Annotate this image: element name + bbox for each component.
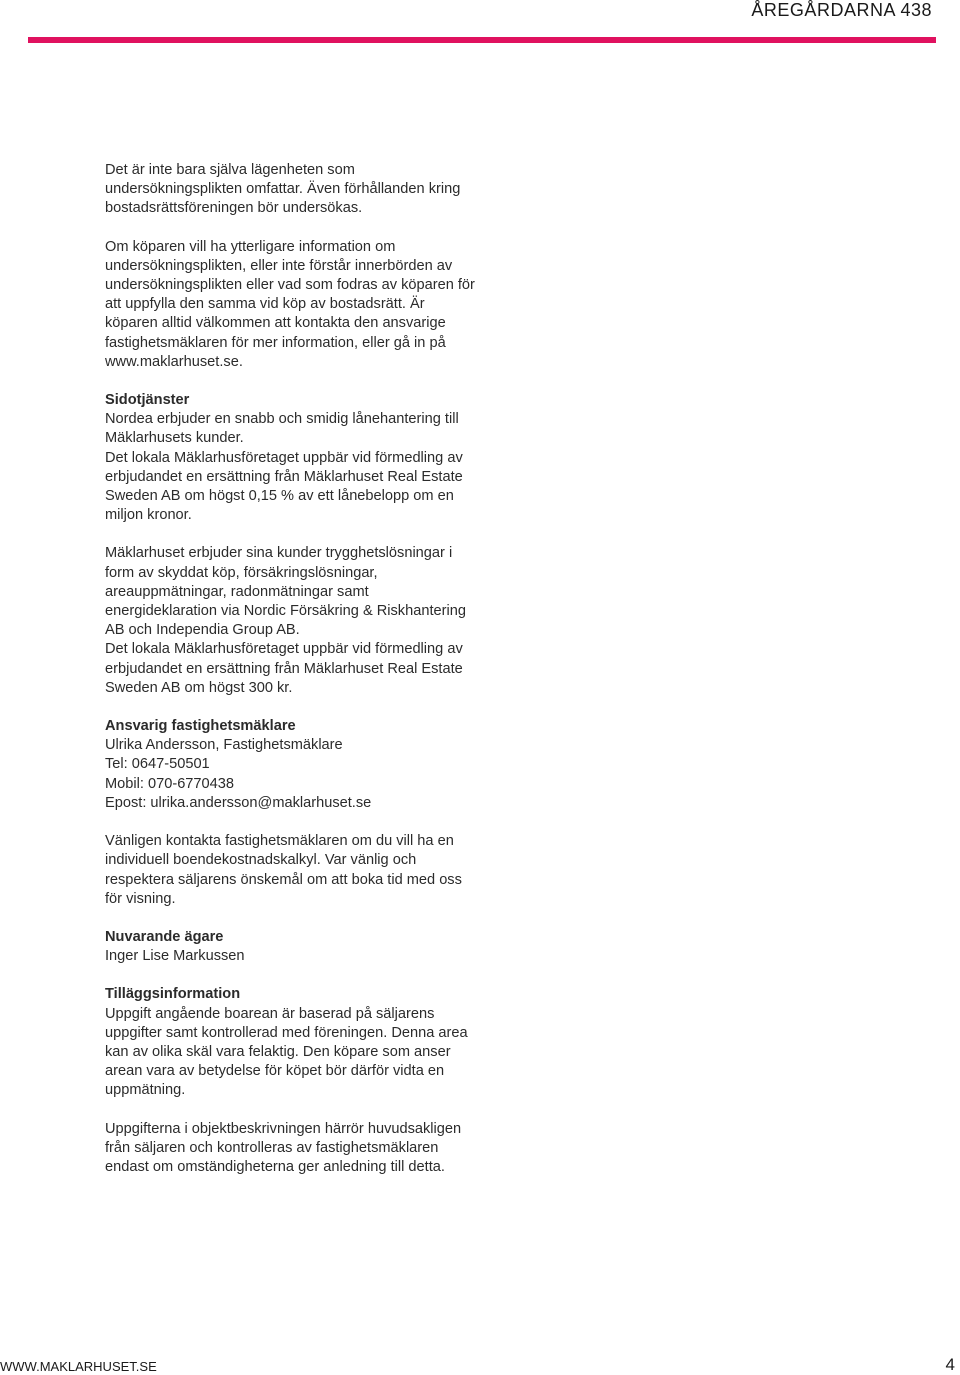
- intro-paragraph: Det är inte bara själva lägenheten som undersökningsplikten omfattar. Även förhållanden kring bostadsrättsföreningen bör undersökas.: [105, 162, 461, 217]
- sidotjanster-nordea: Nordea erbjuder en snabb och smidig lånehantering till Mäklarhusets kunder.: [105, 411, 459, 447]
- header-accent-rule: [28, 37, 936, 43]
- footer-website: WWW.MAKLARHUSET.SE: [0, 1359, 157, 1374]
- section-sidotjanster: [105, 391, 475, 449]
- header-title: ÅREGÅRDARNA 438: [751, 0, 932, 20]
- information-paragraph: Om köparen vill ha ytterligare information om undersökningsplikten, eller inte förstår innerbörden av undersökningsplikten eller vad som fodras av köparen för att uppfylla den samma vid köp av bostadsrätt. Är köparen alltid välkommen att kontakta den ansvarige fastighetsmäklaren för mer information, eller gå in på www.maklarhuset.se.: [105, 238, 475, 370]
- agent-heading: Ansvarig fastighetsmäklare: [105, 718, 296, 735]
- agent-name: Ulrika Andersson, Fastighetsmäklare: [105, 737, 343, 754]
- section-extra: [105, 985, 475, 1100]
- extra-source-note: Uppgifterna i objektbeskrivningen härrör huvudsakligen från säljaren och kontrolleras av fastighetsmäklaren endast om omständigheterna ger anledning till detta.: [105, 1120, 462, 1175]
- sidotjanster-security: Mäklarhuset erbjuder sina kunder trygghetslösningar i form av skyddat köp, försäkringslösningar, areauppmätningar, radonmätningar samt energideklaration via Nordic Försäkring & Riskhantering AB och Independia Group AB.: [105, 545, 466, 639]
- agent-mobile: Mobil: 070-6770438: [105, 775, 235, 792]
- extra-heading: Tilläggsinformation: [105, 986, 241, 1003]
- page-number: 4: [945, 1355, 955, 1374]
- sidotjanster-fee-1: Det lokala Mäklarhusföretaget uppbär vid förmedling av erbjudandet en ersättning från Mäklarhuset Real Estate Sweden AB om högst 0,15 % av ett lånebelopp om en miljon kronor.: [105, 449, 463, 524]
- contact-note: Vänligen kontakta fastighetsmäklaren om du vill ha en individuell boendekostnadskalkyl. Var vänlig och respektera säljarens önskemål om att boka tid med oss för visning.: [105, 833, 462, 907]
- agent-phone: Tel: 0647-50501: [105, 756, 210, 773]
- agent-email: Epost: ulrika.andersson@maklarhuset.se: [105, 794, 372, 811]
- owner-name: Inger Lise Markussen: [105, 948, 245, 965]
- sidotjanster-heading: Sidotjänster: [105, 392, 190, 409]
- main-content: [105, 161, 475, 1196]
- sidotjanster-fee-2: Det lokala Mäklarhusföretaget uppbär vid förmedling av erbjudandet en ersättning från Mäklarhuset Real Estate Sweden AB om högst 300 kr.: [105, 641, 463, 696]
- extra-area-note: Uppgift angående boarean är baserad på säljarens uppgifter samt kontrollerad med föreningen. Denna area kan av olika skäl vara felaktig. Den köpare som anser arean vara av betydelse för köpet bör därför vidta en uppmätning.: [105, 1005, 468, 1099]
- section-owner: [105, 928, 475, 966]
- section-agent: [105, 717, 475, 813]
- owner-heading: Nuvarande ägare: [105, 928, 224, 945]
